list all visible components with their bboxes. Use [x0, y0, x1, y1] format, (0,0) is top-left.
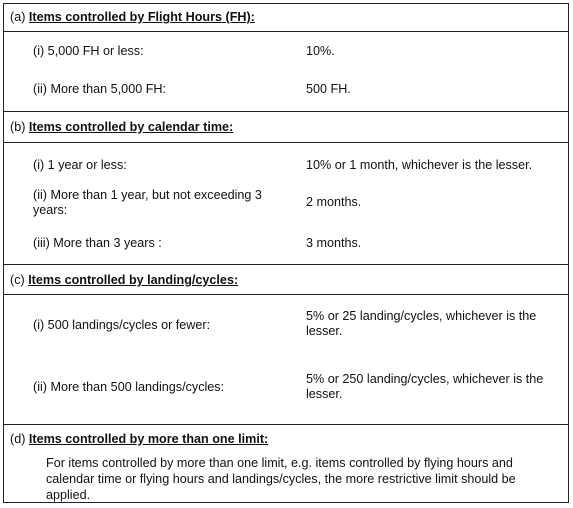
- section-c-header: [4, 265, 568, 295]
- section-b-row-3-condition: (iii) More than 3 years :: [33, 236, 162, 250]
- section-c-prefix: (c): [10, 273, 29, 287]
- section-c-row-2-limit: 5% or 250 landing/cycles, whichever is the lesser.: [306, 372, 544, 401]
- section-c-row-1-limit: 5% or 25 landing/cycles, whichever is the lesser.: [306, 309, 537, 338]
- section-b-row-2-condition: (ii) More than 1 year, but not exceeding 3 years:: [33, 188, 262, 217]
- section-d-title: Items controlled by more than one limit:: [28, 432, 269, 446]
- section-c-row-2-condition: (ii) More than 500 landings/cycles:: [33, 380, 225, 394]
- section-b-prefix: (b): [10, 120, 29, 134]
- section-a-header: [4, 4, 568, 32]
- section-c-row-1-condition: (i) 500 landings/cycles or fewer:: [33, 318, 211, 332]
- section-b-row-1-condition: (i) 1 year or less:: [33, 158, 127, 172]
- section-a-prefix: (a): [10, 10, 29, 24]
- section-b-header: [4, 112, 568, 143]
- section-c-title: Items controlled by landing/cycles:: [28, 273, 239, 287]
- section-d-prefix: (d): [10, 432, 29, 446]
- section-a-row-2-limit: 500 FH.: [306, 82, 351, 96]
- section-a-row-2-condition: (ii) More than 5,000 FH:: [33, 82, 166, 96]
- section-d-header: [4, 425, 568, 455]
- section-b-row-2-limit: 2 months.: [306, 195, 362, 209]
- section-d-note: For items controlled by more than one limit, e.g. items controlled by flying hours and calendar time or flying hours and landings/cycles, the more restrictive limit should be applied.: [46, 456, 516, 502]
- section-b-row-1-limit: 10% or 1 month, whichever is the lesser.: [306, 158, 533, 172]
- section-a-title: Items controlled by Flight Hours (FH):: [28, 10, 255, 24]
- limits-table: [3, 3, 569, 503]
- section-a-row-1-condition: (i) 5,000 FH or less:: [33, 44, 144, 58]
- section-a-row-1-limit: 10%.: [306, 44, 335, 58]
- section-b-row-3-limit: 3 months.: [306, 236, 362, 250]
- section-b-title: Items controlled by calendar time:: [28, 120, 234, 134]
